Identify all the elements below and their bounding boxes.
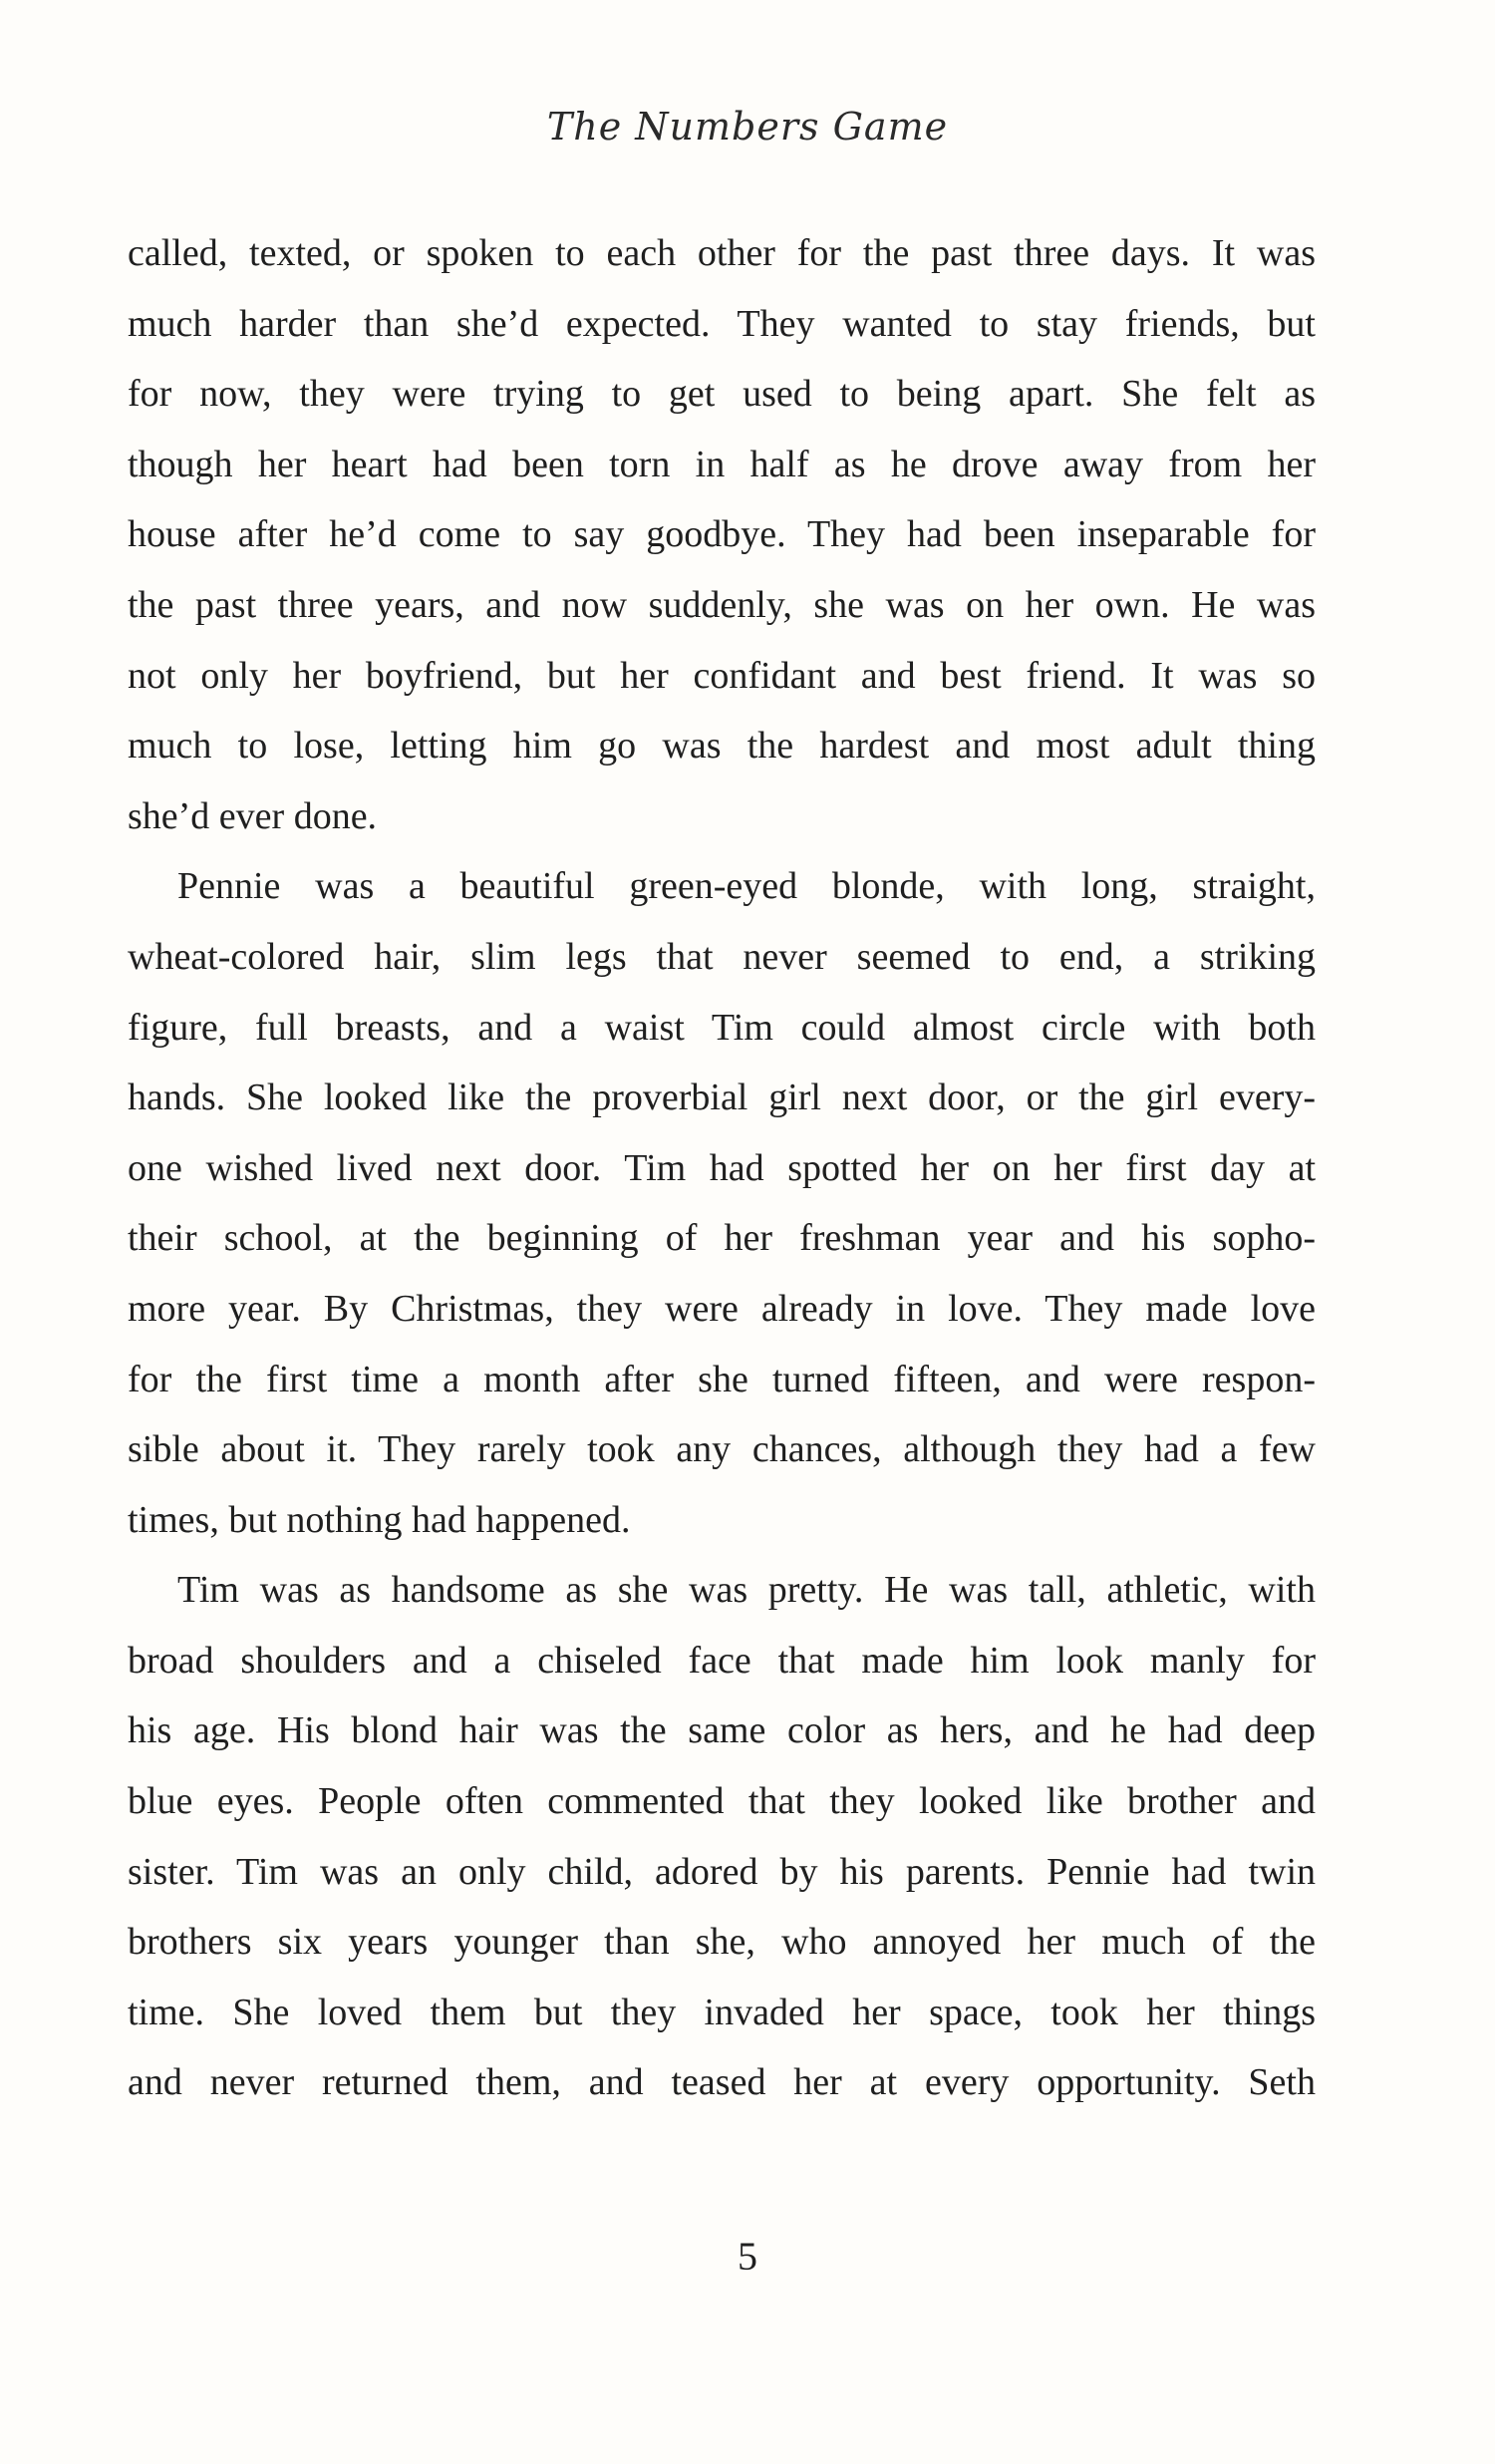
text-line: figure, full breasts, and a waist Tim could almost circle with both (128, 1006, 1316, 1049)
text-line: blue eyes. People often commented that they looked like brother and (128, 1780, 1316, 1823)
text-line: though her heart had been torn in half as he drove away from her (128, 443, 1316, 485)
text-line: the past three years, and now suddenly, she was on her own. He was (128, 583, 1316, 626)
text-line: brothers six years younger than she, who annoyed her much of the (128, 1921, 1316, 1964)
text-line: much harder than she’d expected. They wanted to stay friends, but (128, 302, 1316, 345)
text-line: sible about it. They rarely took any chances, although they had a few (128, 1428, 1316, 1471)
text-line: broad shoulders and a chiseled face that made him look manly for (128, 1639, 1316, 1682)
text-line: Tim was as handsome as she was pretty. He was tall, athletic, with (177, 1569, 1316, 1612)
text-line: sister. Tim was an only child, adored by his parents. Pennie had twin (128, 1850, 1316, 1893)
text-line: for the first time a month after she turned fifteen, and were respon- (128, 1358, 1316, 1400)
text-line: his age. His blond hair was the same color as hers, and he had deep (128, 1709, 1316, 1752)
text-line: not only her boyfriend, but her confidant and best friend. It was so (128, 654, 1316, 697)
text-line: much to lose, letting him go was the hardest and most adult thing (128, 725, 1316, 768)
text-line: times, but nothing had happened. (128, 1498, 631, 1541)
text-line: house after he’d come to say goodbye. They had been inseparable for (128, 513, 1316, 556)
text-line: and never returned them, and teased her at every opportunity. Seth (128, 2061, 1316, 2104)
text-line: one wished lived next door. Tim had spotted her on her first day at (128, 1146, 1316, 1189)
page-number: 5 (738, 2234, 757, 2279)
body-text (128, 218, 1316, 2118)
running-head: The Numbers Game (546, 105, 949, 149)
text-line: she’d ever done. (128, 794, 378, 837)
text-line: Pennie was a beautiful green-eyed blonde, with long, straight, (177, 865, 1316, 908)
text-line: hands. She looked like the proverbial girl next door, or the girl every- (128, 1077, 1316, 1119)
text-line: called, texted, or spoken to each other for the past three days. It was (128, 232, 1316, 274)
text-line: for now, they were trying to get used to being apart. She felt as (128, 373, 1316, 416)
text-line: their school, at the beginning of her freshman year and his sopho- (128, 1217, 1316, 1260)
text-line: more year. By Christmas, they were already in love. They made love (128, 1287, 1316, 1330)
text-line: time. She loved them but they invaded her space, took her things (128, 1991, 1316, 2033)
text-line: wheat-colored hair, slim legs that never seemed to end, a striking (128, 935, 1316, 978)
